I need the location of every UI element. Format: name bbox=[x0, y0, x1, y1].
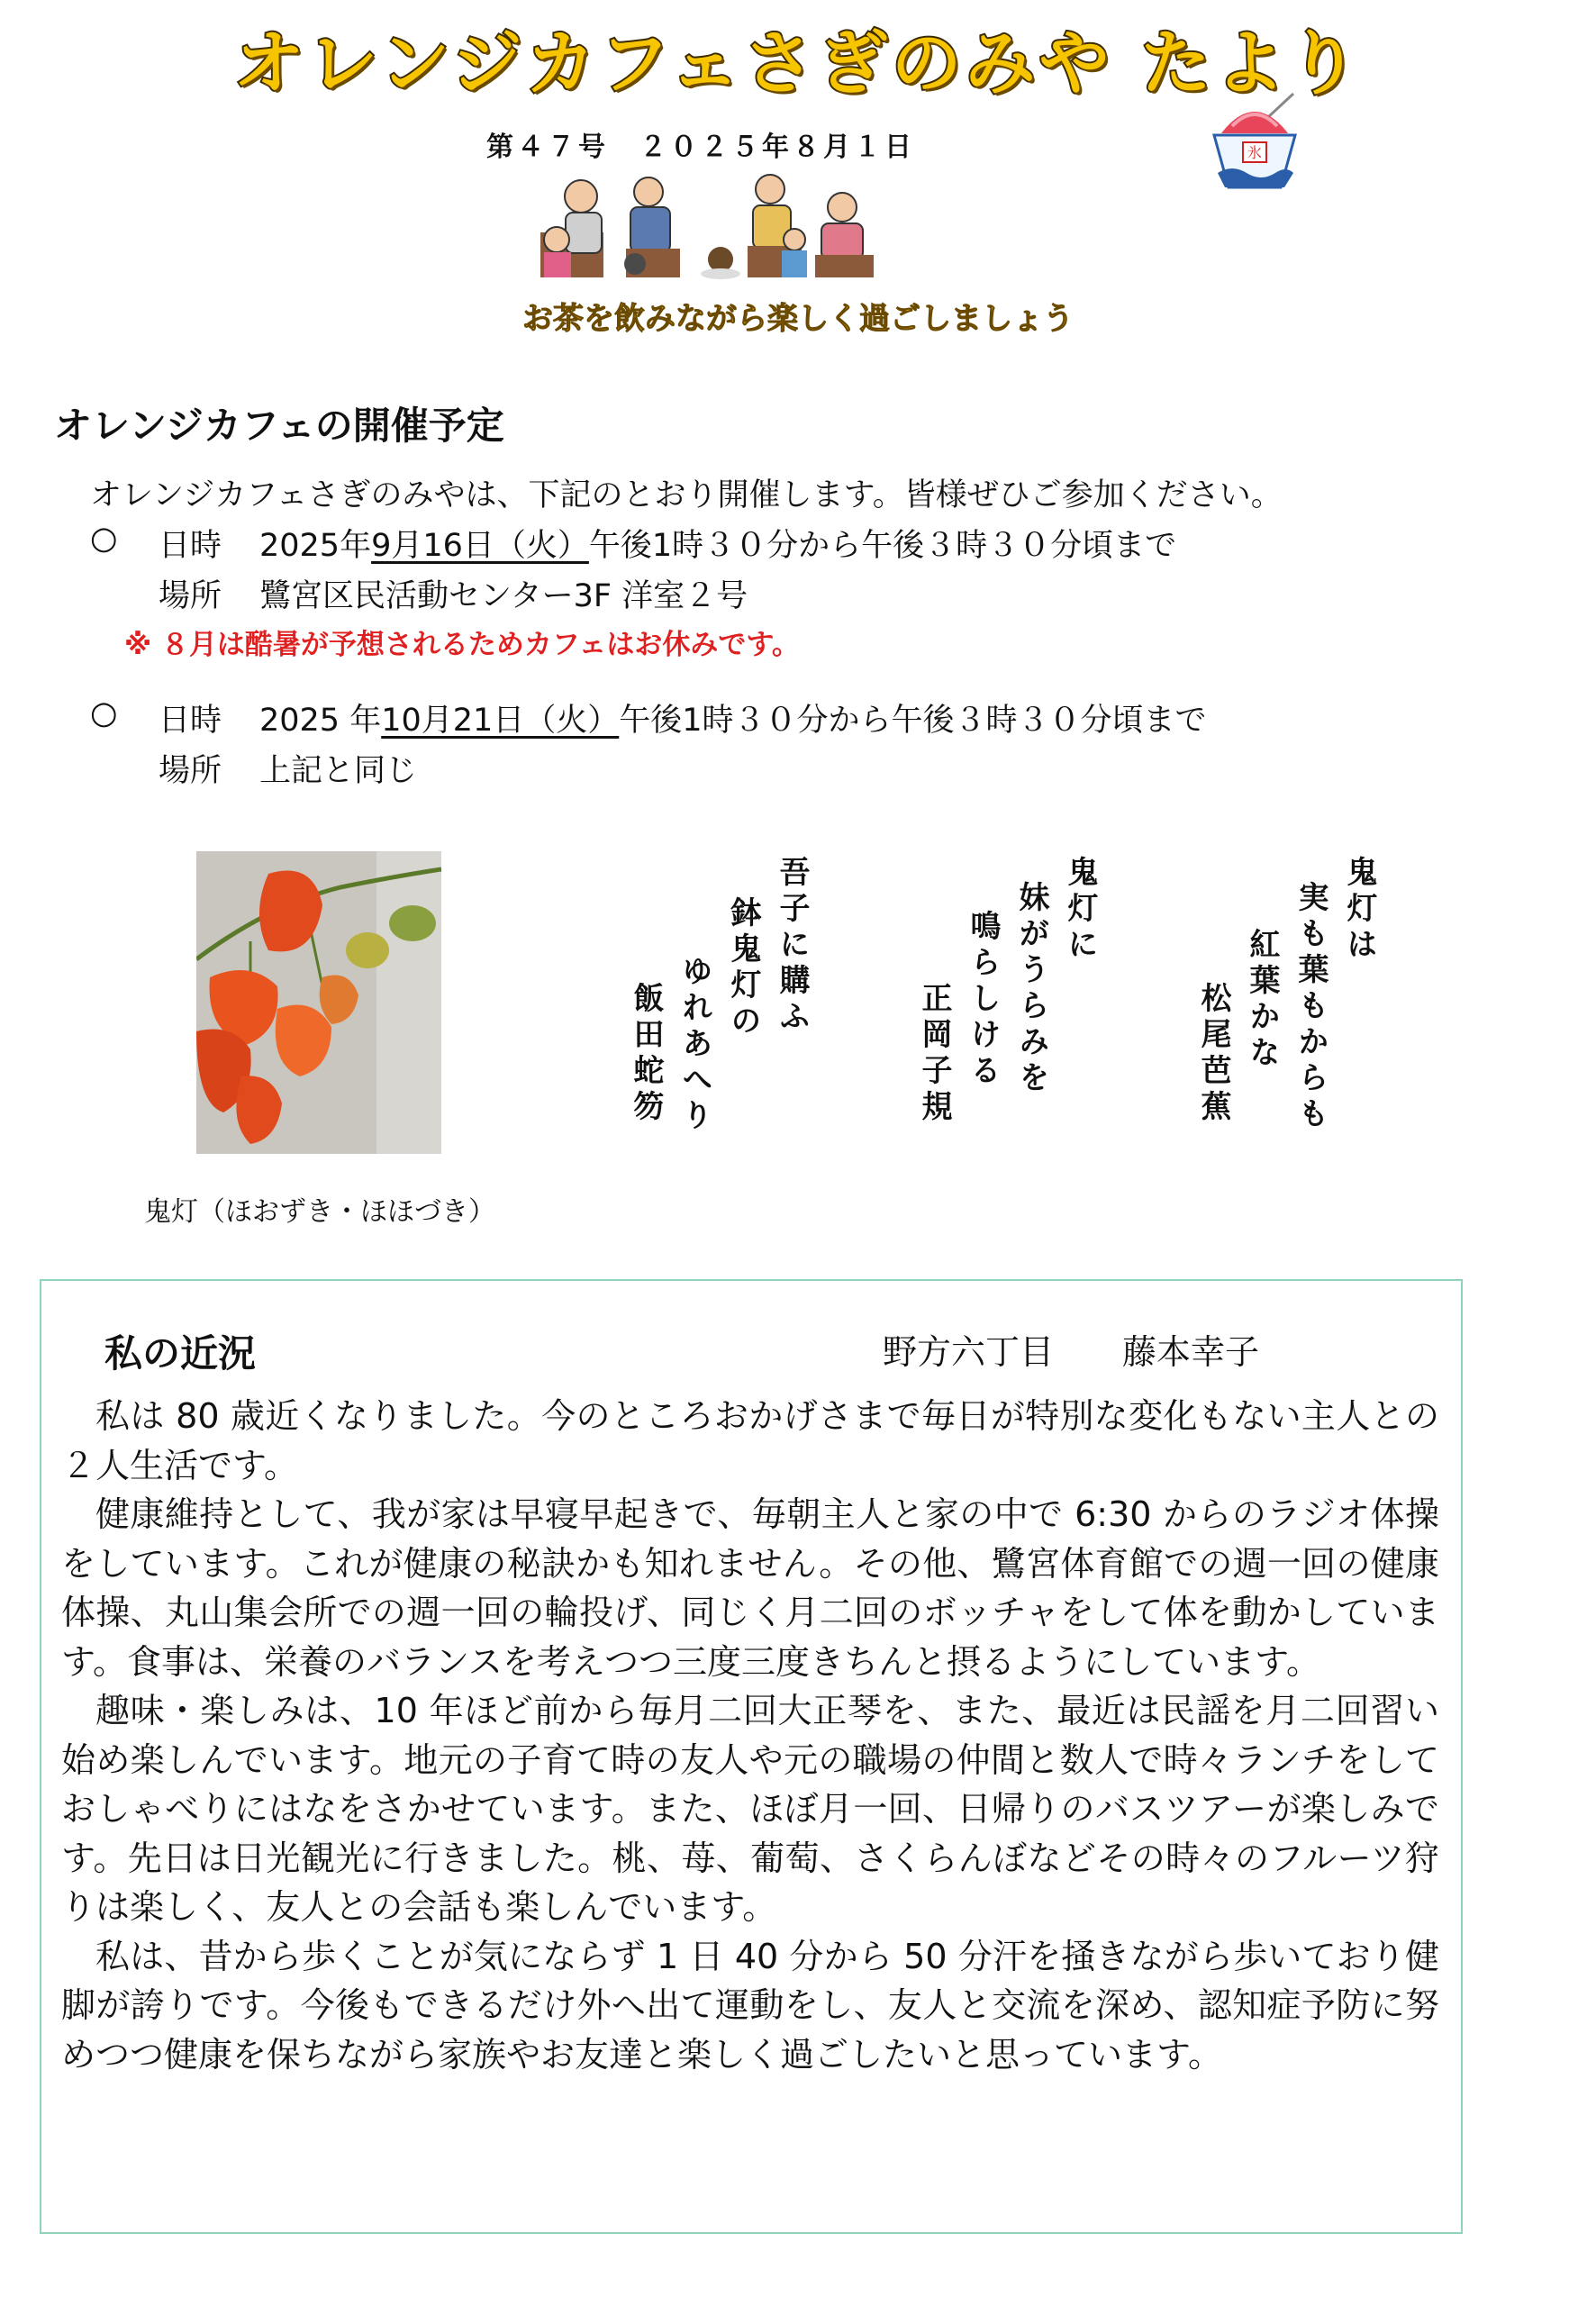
haiku-line: 紅葉かな bbox=[1244, 928, 1280, 1072]
essay-paragraph: 私は、昔から歩くことが気にならず 1 日 40 分から 50 分汗を掻きながら歩いており健脚が誇りです。今後もできるだけ外へ出て運動をし、友人と交流を深め、認知症予防に努めつつ健康を保ちながら家族やお友達と楽しく過ごしたいと思っています。 bbox=[61, 1936, 1439, 2074]
haiku-line: ゆれあへり bbox=[676, 955, 712, 1135]
haiku-basho bbox=[1189, 856, 1383, 1133]
essay-paragraph: 健康維持として、我が家は早寝早起きで、毎朝主人と家の中で 6:30 からのラジオ体操をしています。これが健康の秘訣かも知れません。その他、鷺宮体育館での週一回の健康体操、丸山集会所での週一回の輪投げ、同じく月二回のボッチャをして体を動かしています。食事は、栄養のバランスを考えつつ三度三度きちんと摂るようにしています。 bbox=[61, 1494, 1439, 1682]
event1-place-label: 場所 bbox=[159, 578, 222, 614]
haiku-line: 鉢鬼灯の bbox=[725, 896, 761, 1040]
haiku-line: 鬼灯に bbox=[1062, 856, 1098, 964]
cafe-people-illustration bbox=[540, 169, 874, 282]
event2-date-label: 日時 bbox=[159, 703, 222, 739]
haiku-shiki bbox=[910, 856, 1104, 1126]
haiku-line: 妹がうらみを bbox=[1013, 881, 1049, 1097]
event1-date: 2025年9月16日（火）午後1時３０分から午後３時３０分頃まで bbox=[259, 528, 1177, 564]
event1-place: 鷺宮区民活動センター3F 洋室２号 bbox=[259, 578, 748, 614]
event1-date-label: 日時 bbox=[159, 528, 222, 564]
schedule-intro: オレンジカフェさぎのみやは、下記のとおり開催します。皆様ぜひご参加ください。 bbox=[90, 477, 1283, 513]
schedule-heading: オレンジカフェの開催予定 bbox=[54, 404, 504, 448]
essay-body bbox=[61, 1392, 1439, 2079]
essay-paragraph: 私は 80 歳近くなりました。今のところおかげさまで毎日が特別な変化もない主人との２人生活です。 bbox=[61, 1396, 1439, 1485]
newsletter-title: オレンジカフェさぎのみや たより bbox=[233, 23, 1363, 104]
haiku-line: 鳴らしける bbox=[965, 910, 1001, 1090]
haiku-dakotsu bbox=[621, 856, 816, 1135]
august-closure-note: ※ ８月は酷暑が予想されるためカフェはお休みです。 bbox=[124, 629, 800, 661]
haiku-author: 松尾芭蕉 bbox=[1195, 982, 1231, 1126]
svg-text:氷: 氷 bbox=[1247, 144, 1263, 161]
event2-place-label: 場所 bbox=[159, 753, 222, 789]
haiku-line: 吾子に購ふ bbox=[774, 856, 810, 1036]
event2-place: 上記と同じ bbox=[259, 753, 418, 789]
essay-title: 私の近況 bbox=[104, 1331, 257, 1375]
event1-bullet: ○ bbox=[90, 521, 118, 557]
haiku-line: 実も葉もからも bbox=[1292, 881, 1328, 1133]
issue-number-date: 第４７号 ２０２５年８月１日 bbox=[486, 132, 915, 163]
essay-paragraph: 趣味・楽しみは、10 年ほど前から毎月二回大正琴を、また、最近は民謡を月二回習い始め楽しんでいます。地元の子育て時の友人や元の職場の仲間と数人で時々ランチをしておしゃべりにはなをさかせています。また、ほぼ月一回、日帰りのバスツアーが楽しみです。先日は日光観光に行きました。桃、苺、葡萄、さくらんぼなどその時々のフルーツ狩りは楽しく、友人との会話も楽しんでいます。 bbox=[61, 1691, 1439, 1927]
essay-author: 野方六丁目 藤本幸子 bbox=[883, 1332, 1260, 1372]
kakigori-icon bbox=[1205, 90, 1304, 198]
photo-caption: 鬼灯（ほおずき・ほほづき） bbox=[144, 1196, 495, 1228]
haiku-line: 鬼灯は bbox=[1341, 856, 1377, 964]
event2-bullet: ○ bbox=[90, 695, 118, 731]
haiku-author: 飯田蛇笏 bbox=[628, 982, 664, 1126]
hozuki-photo bbox=[196, 851, 441, 1154]
event2-date: 2025 年10月21日（火）午後1時３０分から午後３時３０分頃まで bbox=[259, 703, 1207, 739]
haiku-author: 正岡子規 bbox=[916, 982, 952, 1126]
tagline: お茶を飲みながら楽しく過ごしましょう bbox=[522, 301, 1074, 337]
